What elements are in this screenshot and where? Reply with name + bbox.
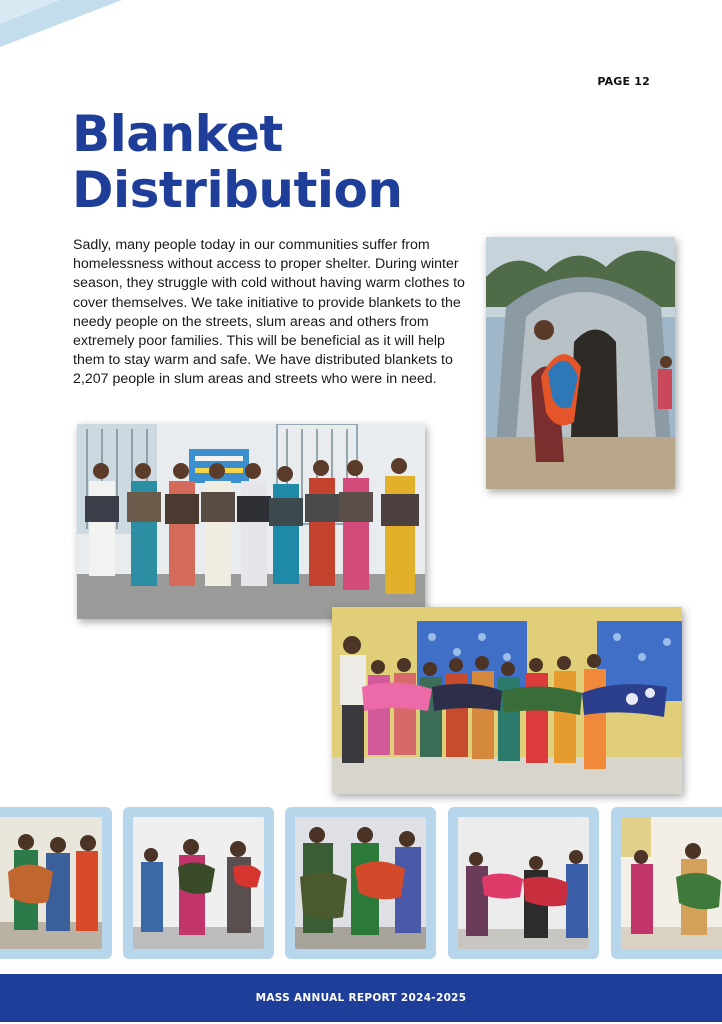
strip-photo-1 xyxy=(0,807,112,959)
title-line-1: Blanket xyxy=(72,105,283,163)
strip-photo-4 xyxy=(448,807,599,959)
body-paragraph: Sadly, many people today in our communities suffer from homelessness without access to proper shelter. During winter season, they struggle with cold without having warm clothes to cover themselves. We take initiative to provide blankets to the needy people on the streets, slum areas and others from extremely poor families. This will be beneficial as it will help them to stay warm and safe. We have distributed blankets to 2,207 people in slum areas and streets who were in need. xyxy=(73,237,465,388)
corner-decoration xyxy=(0,0,130,50)
page-number: PAGE 12 xyxy=(597,75,650,88)
footer-text: MASS ANNUAL REPORT 2024-2025 xyxy=(255,992,467,1004)
photo-women-group-distribution xyxy=(77,424,425,619)
photo-strip xyxy=(0,807,722,959)
title-line-2: Distribution xyxy=(72,161,403,219)
strip-photo-2 xyxy=(123,807,274,959)
strip-photo-3 xyxy=(285,807,436,959)
strip-photo-5 xyxy=(611,807,722,959)
page-title xyxy=(72,106,472,218)
photo-group-with-blankets xyxy=(332,607,682,794)
footer-bar xyxy=(0,974,722,1022)
photo-woman-at-hut xyxy=(486,237,675,489)
